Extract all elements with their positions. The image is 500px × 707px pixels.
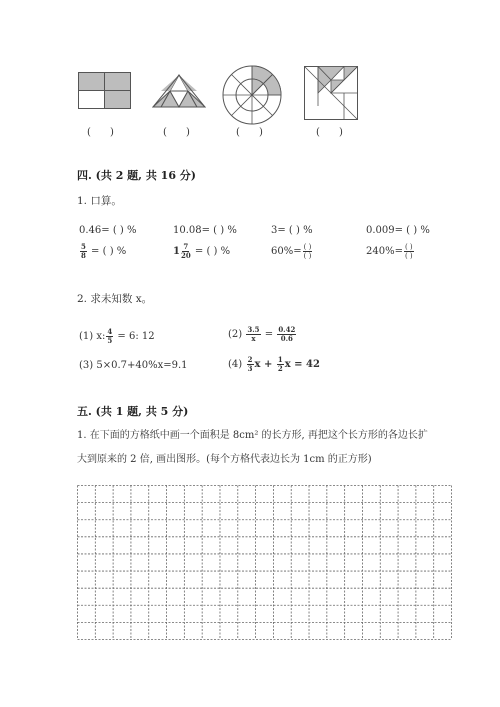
fraction: $\frac{0.42}{0.6}$ <box>278 325 296 343</box>
mental-calc-item-8[interactable]: 240%= $\frac{( )}{( )}$ <box>366 243 413 260</box>
mental-calc-item-1[interactable]: 0.46= ( ) % <box>79 225 137 236</box>
mental-calc-item-4[interactable]: 0.009= ( ) % <box>366 225 430 236</box>
square-grid-paper[interactable] <box>77 485 452 640</box>
equation-2[interactable]: (2) $\frac{3.5}{x}$ = $\frac{0.42}{0.6}$ <box>228 325 296 343</box>
mental-calc-item-2[interactable]: 10.08= ( ) % <box>173 225 237 236</box>
answer-blank-1[interactable]: ( ) <box>87 127 114 138</box>
fraction: $\frac{5}{8}$ <box>81 242 86 260</box>
circle-sectors-figure <box>222 65 282 125</box>
mental-calc-item-5[interactable]: $\frac{5}{8}$ = ( ) % <box>81 242 127 260</box>
equation-3[interactable]: (3) 5×0.7+40%x=9.1 <box>79 360 188 371</box>
fraction: $\frac{7}{20}$ <box>180 242 191 260</box>
fraction: $\frac{1}{2}$ <box>277 355 283 373</box>
mental-calc-item-6[interactable]: 1 $\frac{7}{20}$ = ( ) % <box>173 242 231 260</box>
answer-blank-3[interactable]: ( ) <box>236 127 263 138</box>
fraction-blank: $\frac{( )}{( )}$ <box>303 243 312 260</box>
question-4-2-label: 2. 求未知数 x。 <box>77 293 153 305</box>
question-4-1-label: 1. 口算。 <box>77 195 122 207</box>
section-4-title: 四. (共 2 题, 共 16 分) <box>77 169 197 182</box>
trapezoid-triangles-figure <box>152 74 206 108</box>
section-5-title: 五. (共 1 题, 共 5 分) <box>77 405 189 418</box>
equation-1[interactable]: (1) x: $\frac{4}{5}$ = 6: 12 <box>79 327 155 345</box>
rectangle-fraction-figure <box>78 72 132 110</box>
fraction: $\frac{2}{3}$ <box>247 355 253 373</box>
answer-blank-2[interactable]: ( ) <box>163 127 190 138</box>
equation-4[interactable]: (4) $\frac{2}{3}$ x + $\frac{1}{2}$ x = 42 <box>228 355 320 373</box>
mental-calc-item-7[interactable]: 60%= $\frac{( )}{( )}$ <box>271 243 312 260</box>
fraction-blank: $\frac{( )}{( )}$ <box>404 243 413 260</box>
fraction: $\frac{4}{5}$ <box>107 327 113 345</box>
question-5-1-line-2: 大到原来的 2 倍, 画出图形。(每个方格代表边长为 1cm 的正方形) <box>77 454 372 465</box>
tangram-square-figure <box>304 66 358 120</box>
fraction: $\frac{3.5}{x}$ <box>247 325 260 343</box>
answer-blank-4[interactable]: ( ) <box>316 127 343 138</box>
question-5-1-line-1: 1. 在下面的方格纸中画一个面积是 8cm² 的长方形, 再把这个长方形的各边长扩 <box>77 430 428 441</box>
mental-calc-item-3[interactable]: 3= ( ) % <box>271 225 313 236</box>
